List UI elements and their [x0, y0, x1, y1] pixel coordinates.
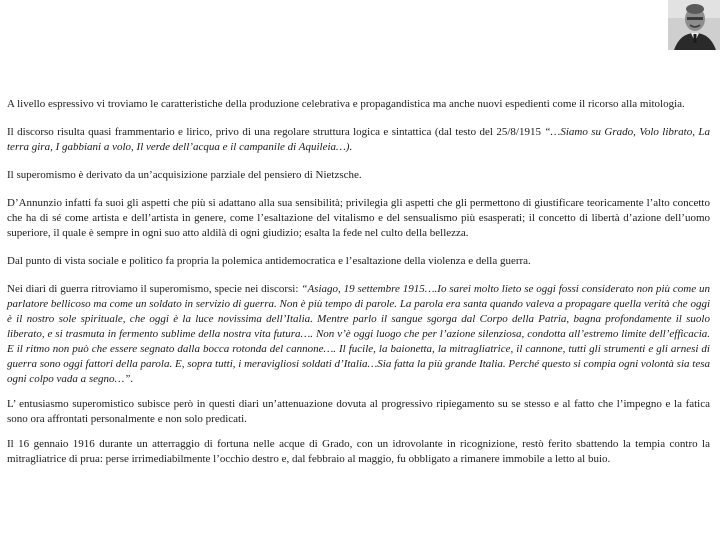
paragraph-2-text: Il discorso risulta quasi frammentario e lirico, privo di una regolare struttura logica e sintattica (dal testo del 25/8/1915 — [7, 126, 541, 138]
portrait-photo-icon — [668, 0, 720, 50]
paragraph-1: A livello espressivo vi troviamo le caratteristiche della produzione celebrativa e propagandistica ma anche nuovi espedienti come il ricorso alla mitologia. — [7, 98, 685, 110]
paragraph-7: L’ entusiasmo superomistico subisce però in questi diari un’attenuazione dovuta al progressivo ripiegamento su se stesso e al fatto che l’impegno e la fatica sono ora affrontati personalmente e non solo predicati. — [7, 398, 710, 425]
paragraph-4: D’Annunzio infatti fa suoi gli aspetti che più si adattano alla sua sensibilità; privilegia gli aspetti che gli permettono di giustificare teoricamente l’alto concetto che ha di sé come artista e dell’artista in genere, come l’esaltazione del vitalismo e del sensualismo più esasperati; il concetto di libertà d’azione dell’uomo superiore, il quale è sempre in ogni suo atto aldilà di ogni giudizio; esalta la fede nel culto della bellezza. — [7, 197, 710, 239]
paragraph-6 — [7, 282, 710, 387]
paragraph-2 — [7, 125, 710, 155]
paragraph-5: Dal punto di vista sociale e politico fa propria la polemica antidemocratica e l’esaltazione della violenza e della guerra. — [7, 255, 531, 267]
paragraph-3: Il superomismo è derivato da un’acquisizione parziale del pensiero di Nietzsche. — [7, 169, 362, 181]
paragraph-8: Il 16 gennaio 1916 durante un atterraggio di fortuna nelle acque di Grado, con un idrovolante in ricognizione, restò ferito sbattendo la tempia contro la mitragliatrice di prua: perse irrimediabilmente l’occhio destro e, dal febbraio al maggio, fu obbligato a rimanere immobile a letto al buio. — [7, 438, 710, 465]
main-text — [7, 97, 710, 480]
paragraph-2-quote: “…Siamo su Grado, Volo librato, La terra gira, I gabbiani a volo, Il verde dell’acqua e il campanile di Aquileia…). — [7, 126, 711, 153]
paragraph-6-text: Nei diari di guerra ritroviamo il superomismo, specie nei discorsi: — [7, 283, 299, 295]
portrait-photo — [668, 0, 720, 50]
paragraph-6-quote: “Asiago, 19 settembre 1915….Io sarei molto lieto se oggi fossi considerato non più come un parlatore bellicoso ma come un soldato in servizio di guerra. Non è più tempo di parole. La parola era santa quando valeva a propagare quella verità che oggi è il nostro sole spirituale, che oggi è la luce novissima dell’Italia. Mentre parlo il sangue sgorga dal Corpo della Patria, bagna profondamente il suolo liberato, e si trasmuta in fermento sublime della nostra vita futura…. Non v’è oggi luogo che per l’azione silenziosa, condotta all’estremo limite dell’efficacia. E il ritmo non può che essere segnato dalla bocca rotonda del cannone…. Il fucile, la baionetta, la mitragliatrice, il cannone, tutti gli strumenti e gli arnesi di guerra sono oggi fattori della parola. E, sopra tutti, i meravigliosi soldati d’Italia…Sia fatta la più grande Italia. Perché questo si compia ogni volontà sia tesa ogni colpo vada a segno…”. — [7, 283, 710, 385]
